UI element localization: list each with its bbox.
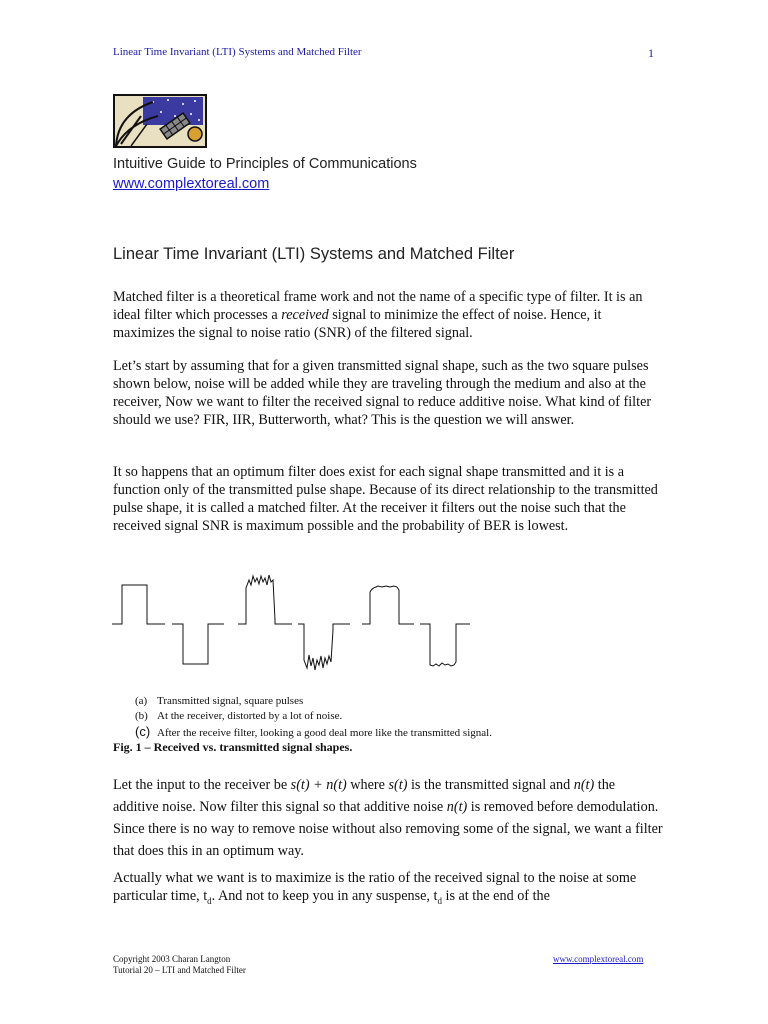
signal-shapes-figure [110, 570, 470, 685]
footer-left [113, 954, 246, 976]
pulse-c-negative [420, 624, 470, 666]
pulse-b-negative [298, 624, 350, 670]
pulse-c-positive [362, 586, 414, 624]
paragraph-assumption: Let’s start by assuming that for a given transmitted signal shape, such as the two square pulses shown below, noise will be added while they are traveling through the medium and also at the receiver, Now we want to filter the received signal to reduce additive noise. What kind of filter should we use? FIR, IIR, Butterworth, what? This is the question we will answer. [113, 358, 652, 428]
footer-tutorial: Tutorial 20 – LTI and Matched Filter [113, 965, 246, 975]
running-header-title: Linear Time Invariant (LTI) Systems and Matched Filter [113, 46, 362, 58]
guide-title: Intuitive Guide to Principles of Communications [113, 156, 417, 172]
footer-copyright: Copyright 2003 Charan Langton [113, 954, 231, 964]
paragraph-optimum-filter: It so happens that an optimum filter does exist for each signal shape transmitted and it is a function only of the transmitted pulse shape. Because of its direct relationship to the transmitted pulse shape, it is called a matched filter. At the receiver it filters out the noise such that the received signal SNR is maximum possible and the probability of BER is lowest. [113, 464, 658, 534]
paragraph-intro: Matched filter is a theoretical frame work and not the name of a specific type of filter. It is an ideal filter which processes a received signal to minimize the effect of noise. Hence, it maximizes the signal to noise ratio (SNR) of the filtered signal. [113, 289, 643, 341]
footer-link[interactable]: www.complextoreal.com [553, 954, 644, 964]
pulse-a-negative [172, 624, 224, 664]
site-link[interactable]: www.complextoreal.com [113, 176, 270, 192]
caption-b: (b) At the receiver, distorted by a lot of noise. [135, 710, 343, 722]
page-number: 1 [648, 46, 654, 60]
paragraph-maximize-ratio: Actually what we want is to maximize is the ratio of the received signal to the noise at some particular time, $t_d$. And not to keep you in any suspense, $t_d$ is at the end of the [113, 870, 637, 906]
pulse-a-positive [112, 585, 165, 624]
figure-title: Fig. 1 – Received vs. transmitted signal shapes. [113, 740, 353, 754]
caption-c: (c) After the receive filter, looking a good deal more like the transmitted signal. [135, 724, 492, 739]
document-title: Linear Time Invariant (LTI) Systems and Matched Filter [113, 245, 515, 263]
figure-captions [135, 694, 492, 741]
caption-a: (a) Transmitted signal, square pulses [135, 695, 304, 707]
pulse-b-positive [238, 575, 292, 624]
paragraph-receiver-input: Let the input to the receiver be s(t) + n(t) where s(t) is the transmitted signal and n(t) the additive noise. Now filter this signal so that additive noise n(t) is removed before demodulation. Since there is no way to remove noise without also removing some of the signal, we want a filter that does this in an optimum way. [113, 777, 663, 859]
complextoreal-logo [113, 94, 207, 148]
